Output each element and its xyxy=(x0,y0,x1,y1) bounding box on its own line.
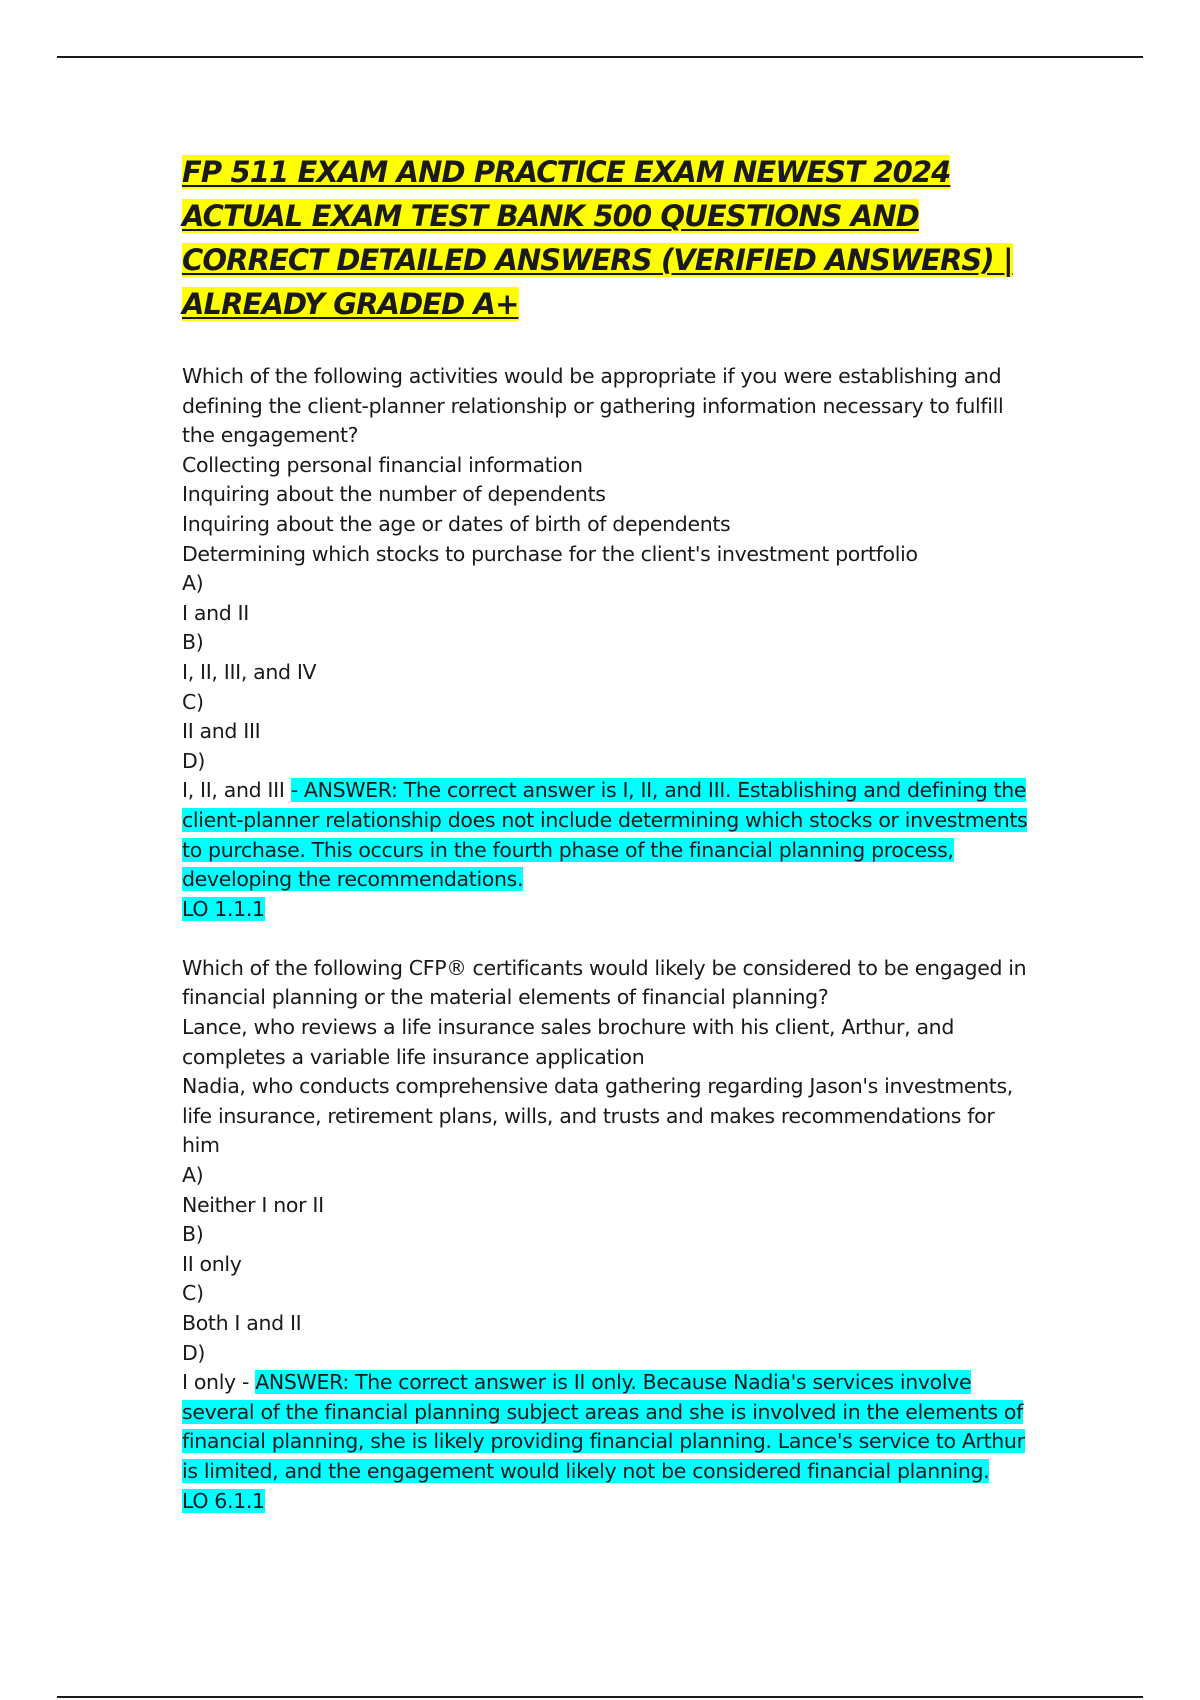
answer-text: client-planner relationship does not include determining which stocks or investments xyxy=(182,807,1028,832)
document-title xyxy=(182,150,1032,326)
option-text: II only xyxy=(182,1251,242,1276)
answer-text: ANSWER: The correct answer is II only. Because Nadia's services involve xyxy=(255,1370,972,1395)
title-line: CORRECT DETAILED ANSWERS (VERIFIED ANSWERS) | xyxy=(182,243,1013,277)
option-letter: C) xyxy=(182,689,204,714)
statement-item: Collecting personal financial information xyxy=(182,452,583,477)
statement-item: Inquiring about the age or dates of birth of dependents xyxy=(182,511,731,536)
title-line: ACTUAL EXAM TEST BANK 500 QUESTIONS AND xyxy=(182,199,919,233)
option-text: I only - xyxy=(182,1370,250,1395)
title-line: FP 511 EXAM AND PRACTICE EXAM NEWEST 2024 xyxy=(182,155,951,189)
option-letter: D) xyxy=(182,1340,206,1365)
title-line: ALREADY GRADED A+ xyxy=(182,287,519,321)
question-stem-line: financial planning or the material elements of financial planning? xyxy=(182,985,829,1010)
header-rule xyxy=(57,56,1143,58)
question-1 xyxy=(182,362,1032,924)
answer-text: is limited, and the engagement would likely not be considered financial planning. xyxy=(182,1458,990,1483)
answer-text: several of the financial planning subject areas and she is involved in the elements of xyxy=(182,1399,1023,1424)
option-letter: A) xyxy=(182,571,204,596)
answer-first-line xyxy=(182,776,1032,806)
answer-text: developing the recommendations. xyxy=(182,867,524,892)
option-text: I and II xyxy=(182,600,249,625)
option-text: I, II, III, and IV xyxy=(182,659,317,684)
statement-item: completes a variable life insurance application xyxy=(182,1044,645,1069)
answer-text: - ANSWER: The correct answer is I, II, and III. Establishing and defining the xyxy=(290,778,1027,803)
statement-item: life insurance, retirement plans, wills, and trusts and makes recommendations for xyxy=(182,1103,995,1128)
learning-objective: LO 1.1.1 xyxy=(182,896,265,921)
option-letter: A) xyxy=(182,1163,204,1188)
option-letter: C) xyxy=(182,1281,204,1306)
learning-objective: LO 6.1.1 xyxy=(182,1488,265,1513)
statement-item: Inquiring about the number of dependents xyxy=(182,482,606,507)
option-text: Both I and II xyxy=(182,1311,302,1335)
statement-item: Lance, who reviews a life insurance sales brochure with his client, Arthur, and xyxy=(182,1015,954,1040)
question-stem-line: defining the client-planner relationship or gathering information necessary to fulfill xyxy=(182,393,1004,418)
statement-item: Nadia, who conducts comprehensive data gathering regarding Jason's investments, xyxy=(182,1074,1013,1099)
answer-text: financial planning, she is likely providing financial planning. Lance's service to Arthur xyxy=(182,1429,1025,1454)
answer-text: to purchase. This occurs in the fourth phase of the financial planning process, xyxy=(182,837,954,862)
statement-item: him xyxy=(182,1133,220,1158)
question-2 xyxy=(182,954,1032,1516)
statement-item: Determining which stocks to purchase for the client's investment portfolio xyxy=(182,541,918,566)
answer-first-line xyxy=(182,1368,1032,1398)
footer-rule xyxy=(57,1696,1143,1698)
option-text: II and III xyxy=(182,719,261,744)
question-stem-line: Which of the following CFP® certificants would likely be considered to be engaged in xyxy=(182,955,1027,980)
option-text: Neither I nor II xyxy=(182,1192,324,1217)
option-letter: B) xyxy=(182,630,204,655)
question-stem-line: Which of the following activities would be appropriate if you were establishing and xyxy=(182,364,1002,388)
option-letter: D) xyxy=(182,748,206,773)
question-stem-line: the engagement? xyxy=(182,423,359,448)
option-letter: B) xyxy=(182,1222,204,1247)
document-body xyxy=(182,150,1032,1546)
option-text: I, II, and III xyxy=(182,778,285,803)
